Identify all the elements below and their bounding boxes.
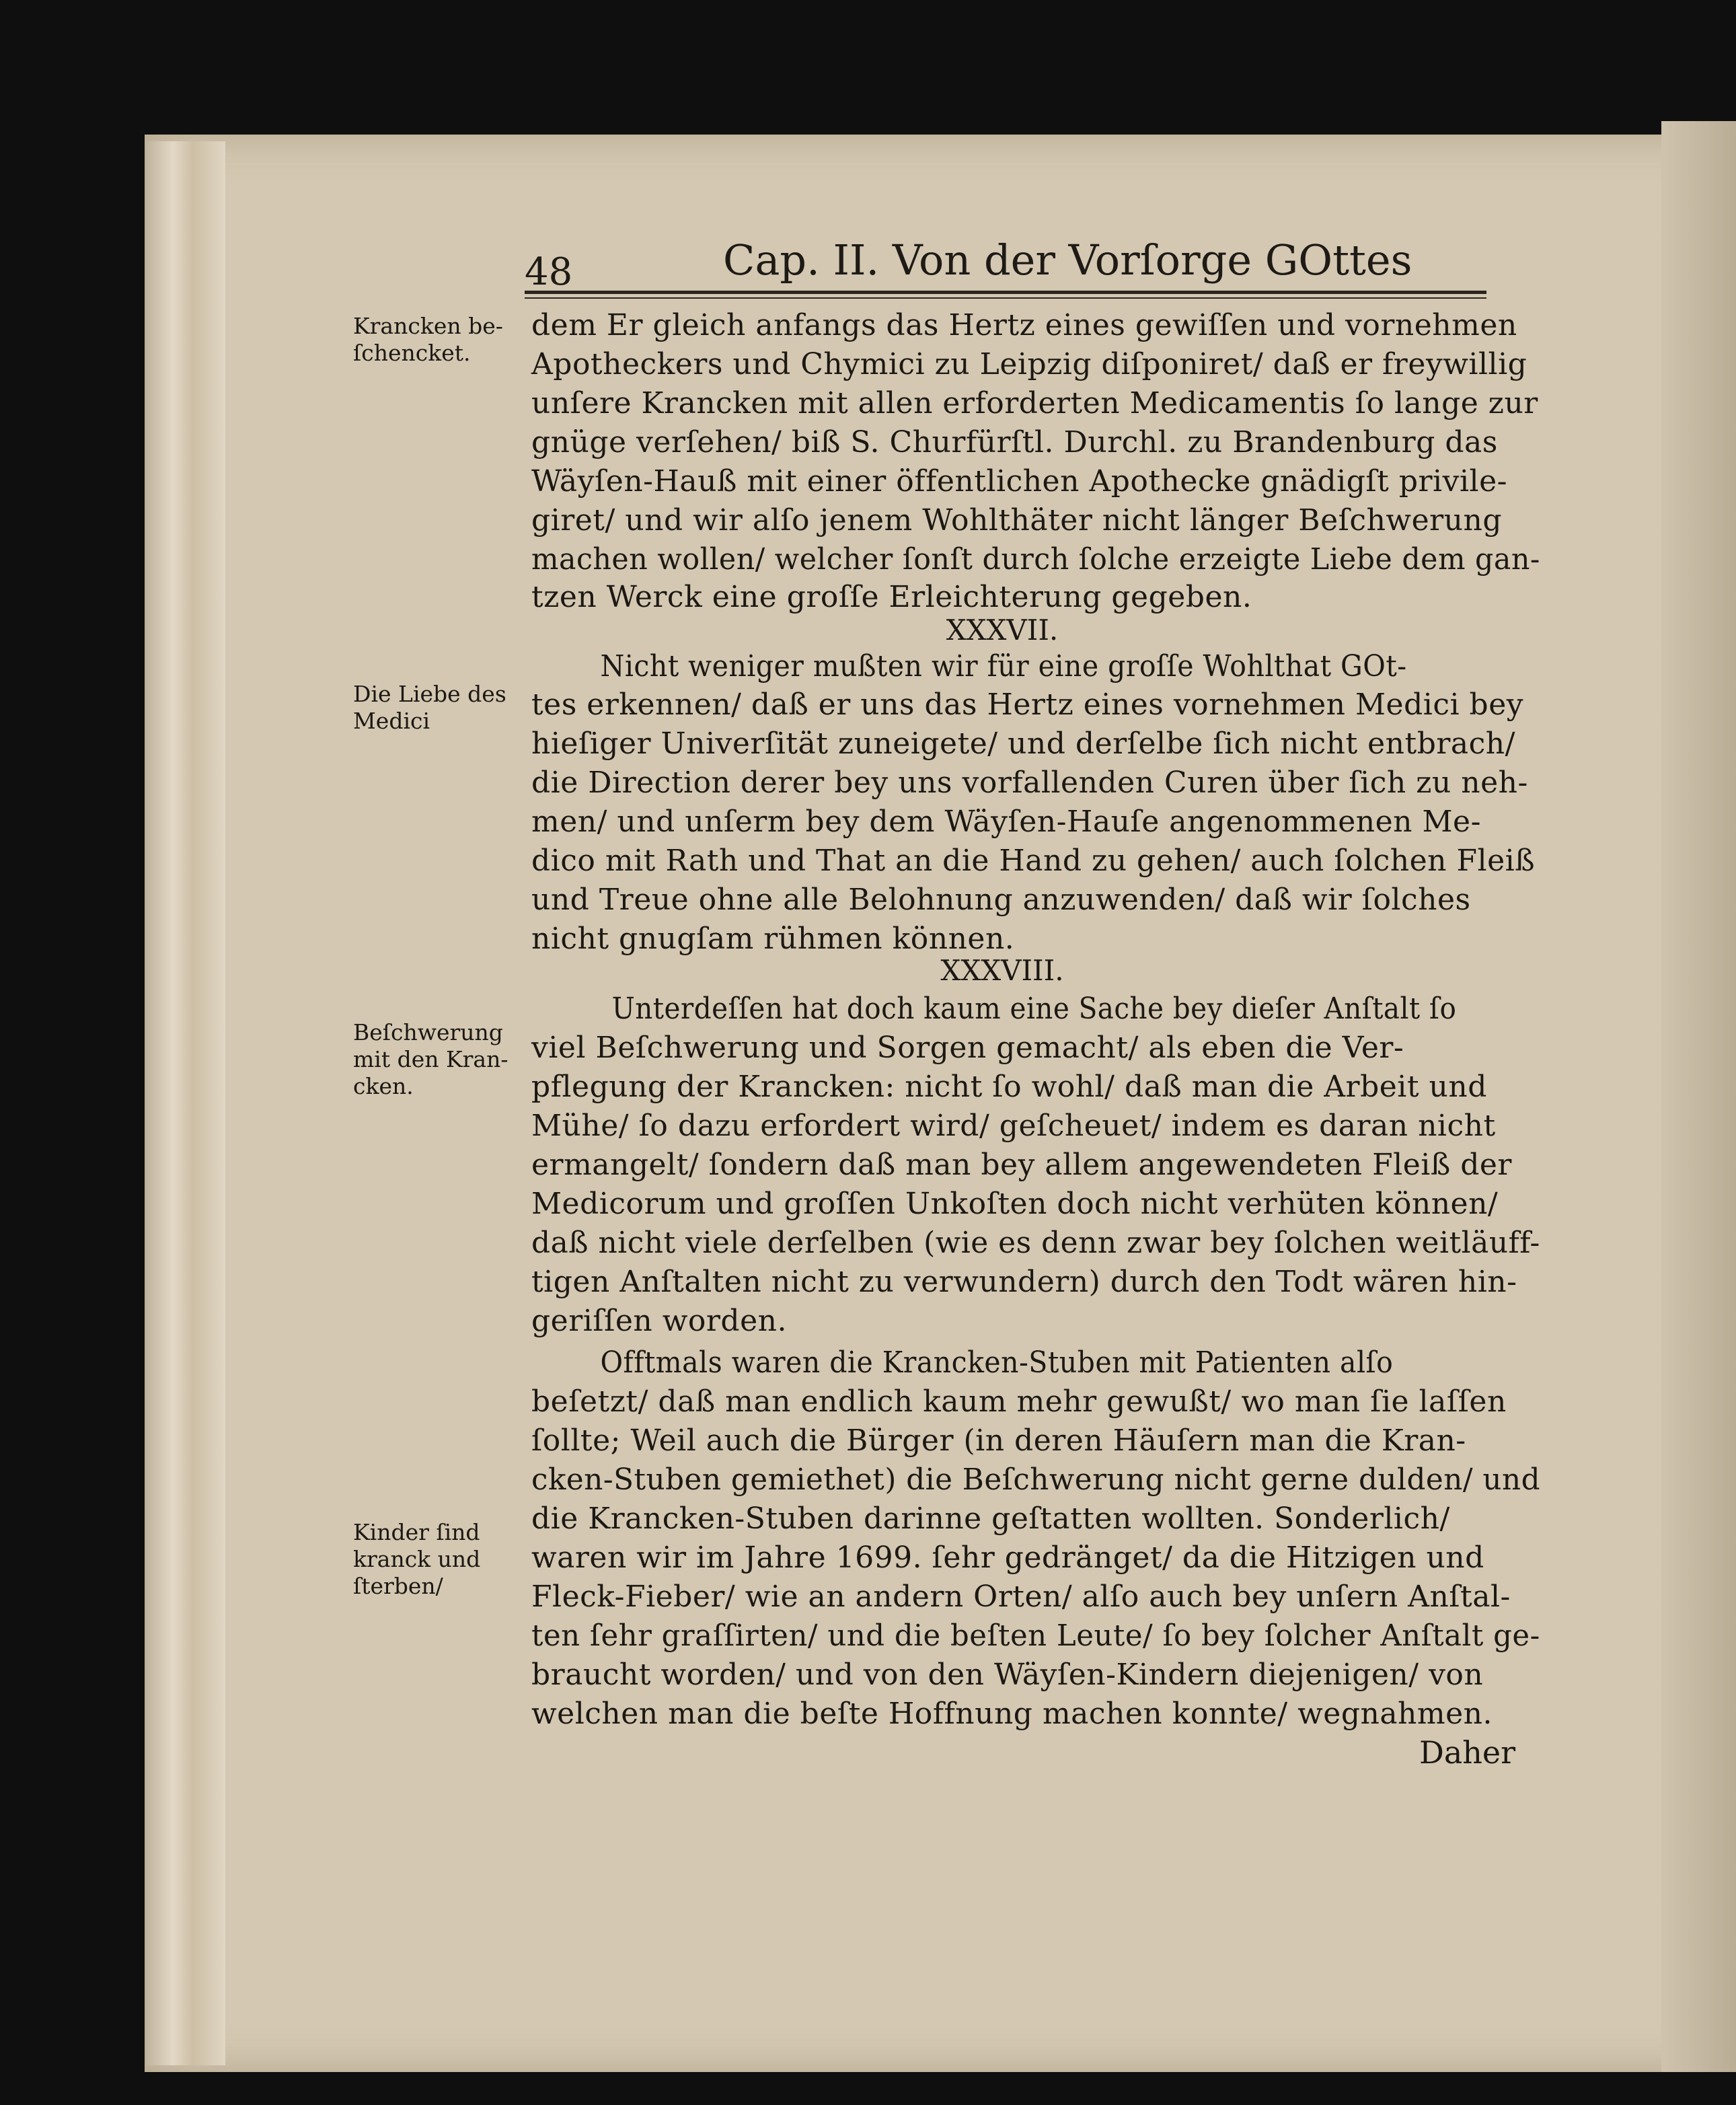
body-line: dico mit Rath und That an die Hand zu gehen/ auch ſolchen Fleiß xyxy=(531,844,1536,878)
margin-note-line: mit den Kran- xyxy=(353,1046,508,1072)
body-line: giret/ und wir alſo jenem Wohlthäter nicht länger Beſchwerung xyxy=(531,503,1502,538)
catchword: Daher xyxy=(1419,1734,1516,1771)
body-line: Offtmals waren die Krancken-Stuben mit Patienten alſo xyxy=(600,1345,1394,1380)
page-number: 48 xyxy=(525,250,573,294)
margin-note-line: cken. xyxy=(353,1073,414,1099)
body-line: welchen man die beſte Hoffnung machen konnte/ wegnahmen. xyxy=(531,1697,1493,1731)
body-line: pflegung der Krancken: nicht ſo wohl/ daß man die Arbeit und xyxy=(531,1070,1487,1104)
section-number: XXXVIII. xyxy=(940,954,1064,987)
header-rule xyxy=(525,291,1486,294)
body-line: beſetzt/ daß man endlich kaum mehr gewußt/ wo man ſie laſſen xyxy=(531,1384,1507,1419)
body-line: dem Er gleich anfangs das Hertz eines gewiſſen und vornehmen xyxy=(531,308,1517,342)
body-line: Unterdeſſen hat doch kaum eine Sache bey dieſer Anſtalt ſo xyxy=(611,992,1457,1026)
body-line: tes erkennen/ daß er uns das Hertz eines vornehmen Medici bey xyxy=(531,688,1524,722)
body-line: Mühe/ ſo dazu erfordert wird/ geſcheuet/ indem es daran nicht xyxy=(531,1109,1496,1143)
margin-note-krancken-beschencket xyxy=(353,313,528,367)
header-rule-thin xyxy=(525,297,1486,299)
body-line: cken-Stuben gemiethet) die Beſchwerung nicht gerne dulden/ und xyxy=(531,1463,1541,1497)
body-line: Fleck-Fieber/ wie an andern Orten/ alſo auch bey unſern Anſtal- xyxy=(531,1580,1511,1614)
body-line: hieſiger Univerſität zuneigete/ und derſelbe ſich nicht entbrach/ xyxy=(531,727,1515,761)
body-line: die Direction derer bey uns vorfallenden Curen über ſich zu neh- xyxy=(531,766,1528,800)
margin-note-liebe-des-medici xyxy=(353,681,528,735)
body-line: Nicht weniger mußten wir für eine groſſe Wohlthat GOt- xyxy=(600,649,1407,684)
body-line: tigen Anſtalten nicht zu verwundern) durch den Todt wären hin- xyxy=(531,1265,1517,1299)
body-line: ermangelt/ ſondern daß man bey allem angewendeten Fleiß der xyxy=(531,1148,1512,1182)
body-line: braucht worden/ und von den Wäyſen-Kindern diejenigen/ von xyxy=(531,1658,1484,1692)
running-head xyxy=(525,235,1520,296)
body-line: Wäyſen-Hauß mit einer öffentlichen Apothecke gnädigſt privile- xyxy=(531,464,1508,498)
margin-note-line: kranck und xyxy=(353,1546,481,1572)
margin-note-line: ſchencket. xyxy=(353,340,471,366)
body-line: machen wollen/ welcher ſonſt durch ſolche erzeigte Liebe dem gan- xyxy=(531,542,1540,577)
page-gutter-edges xyxy=(145,141,225,2065)
body-line: geriſſen worden. xyxy=(531,1304,787,1338)
body-line: waren wir im Jahre 1699. ſehr gedränget/ da die Hitzigen und xyxy=(531,1541,1484,1575)
body-line: Medicorum und groſſen Unkoſten doch nicht verhüten können/ xyxy=(531,1187,1499,1221)
margin-note-line: ſterben/ xyxy=(353,1573,443,1599)
body-line: men/ und unſerm bey dem Wäyſen-Hauſe angenommenen Me- xyxy=(531,805,1481,839)
chapter-heading: Cap. II. Von der Vorſorge GOttes xyxy=(723,235,1412,285)
margin-note-line: Medici xyxy=(353,708,430,734)
body-line: ſollte; Weil auch die Bürger (in deren Häuſern man die Kran- xyxy=(531,1424,1466,1458)
body-line: Apotheckers und Chymici zu Leipzig diſponiret/ daß er freywillig xyxy=(531,347,1527,381)
body-line: viel Beſchwerung und Sorgen gemacht/ als eben die Ver- xyxy=(531,1031,1404,1065)
margin-note-line: Krancken be- xyxy=(353,313,503,339)
body-line: die Krancken-Stuben darinne geſtatten wollten. Sonderlich/ xyxy=(531,1502,1450,1536)
body-line: und Treue ohne alle Belohnung anzuwenden/ daß wir ſolches xyxy=(531,883,1471,917)
body-line: gnüge verſehen/ biß S. Churfürſtl. Durchl. zu Brandenburg das xyxy=(531,425,1498,459)
body-line: daß nicht viele derſelben (wie es denn zwar bey ſolchen weitläuff- xyxy=(531,1226,1540,1260)
body-line: tzen Werck eine groſſe Erleichterung gegeben. xyxy=(531,580,1252,614)
margin-note-line: Kinder ſind xyxy=(353,1519,480,1545)
margin-note-kinder-sterben xyxy=(353,1519,528,1600)
body-line: ten ſehr graſſirten/ und die beſten Leute/ ſo bey ſolcher Anſtalt ge- xyxy=(531,1619,1540,1653)
margin-note-line: Beſchwerung xyxy=(353,1019,503,1045)
body-line: nicht gnugſam rühmen können. xyxy=(531,922,1015,956)
section-number: XXXVII. xyxy=(946,614,1059,647)
margin-note-line: Die Liebe des xyxy=(353,681,506,707)
margin-note-beschwerung xyxy=(353,1019,528,1100)
body-line: unſere Krancken mit allen erforderten Medicamentis ſo lange zur xyxy=(531,386,1538,420)
facing-page-edge xyxy=(1661,121,1736,2072)
